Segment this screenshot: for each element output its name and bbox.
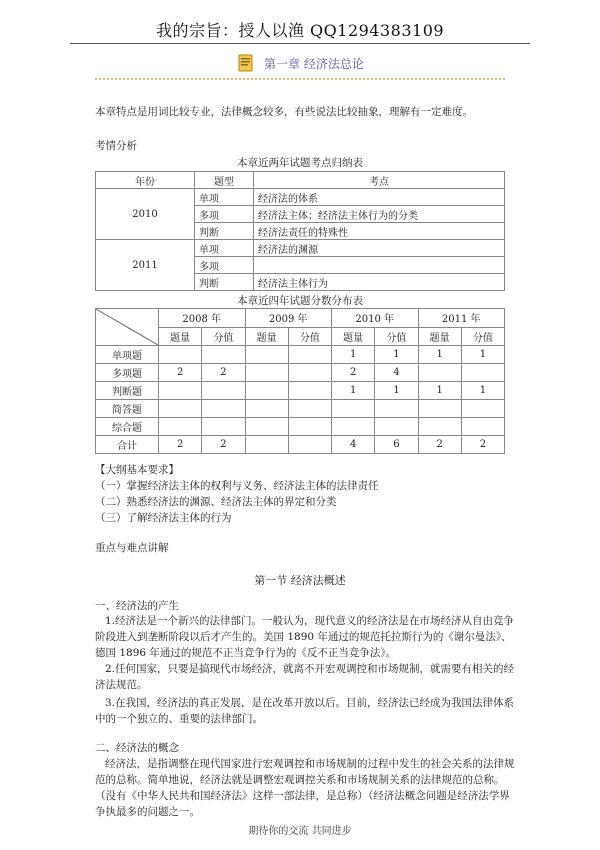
table2-cell — [288, 364, 331, 382]
table2-cell — [332, 400, 375, 418]
table2-year: 2011 年 — [418, 309, 505, 328]
table2-cell: 1 — [332, 346, 375, 364]
table1-point: 经济法的体系 — [254, 189, 505, 206]
table2-cell: 1 — [332, 382, 375, 400]
table2-cell — [245, 382, 288, 400]
table2-diagonal-header — [96, 309, 159, 346]
table1-caption: 本章近两年试题考点归纳表 — [237, 157, 363, 169]
table2-cell — [245, 364, 288, 382]
table1-point: 经济法的渊源 — [254, 240, 505, 257]
table2-cell: 2 — [461, 436, 504, 454]
table2-cell — [461, 400, 504, 418]
table2-row-label: 多项题 — [96, 364, 159, 382]
paragraph-1: 1.经济法是一个新兴的法律部门。一般认为，现代意义的经济法是在市场经济从自由竞争阶段进入到垄断阶段以后才产生的。美国 1890 年通过的规范托拉斯行为的《谢尔曼法》、德国 1896 年通过的规范不正当竞争行为的《反不正当竞争法》。 — [95, 615, 515, 659]
table2-cell — [461, 364, 504, 382]
exam-analysis-label: 考情分析 — [95, 140, 137, 152]
table2-row — [96, 346, 505, 364]
table2-cell — [245, 418, 288, 436]
table2-row — [96, 418, 505, 436]
table2-subheader: 分值 — [461, 327, 504, 346]
table2-cell — [332, 418, 375, 436]
table2-row-label: 合计 — [96, 436, 159, 454]
chapter-title: 第一章 经济法总论 — [264, 56, 364, 71]
table2-cell — [288, 418, 331, 436]
outline-item: （二）熟悉经济法的渊源、经济法主体的界定和分类 — [95, 496, 337, 508]
table2-cell: 2 — [159, 436, 202, 454]
table1-type: 单项 — [195, 240, 254, 257]
table2-year: 2009 年 — [245, 309, 332, 328]
table2-cell — [245, 436, 288, 454]
score-distribution-table — [95, 308, 505, 454]
table2-cell — [418, 418, 461, 436]
paragraph-3: 3.在我国，经济法的真正发展，是在改革开放以后。目前，经济法已经成为我国法律体系中的一个独立的、重要的法律部门。 — [95, 697, 515, 725]
outline-title: 【大纲基本要求】 — [95, 464, 179, 476]
header-title: 我的宗旨：授人以渔 QQ1294383109 — [155, 21, 445, 40]
header-divider — [70, 43, 530, 44]
table1-type: 判断 — [195, 223, 254, 240]
table2-row — [96, 400, 505, 418]
table2-row-label: 综合题 — [96, 418, 159, 436]
table1-year-2011: 2011 — [96, 240, 195, 291]
table2-cell: 1 — [375, 346, 418, 364]
table1-point — [254, 257, 505, 274]
table2-subheader: 分值 — [202, 327, 245, 346]
table2-cell — [461, 418, 504, 436]
table2-cell: 2 — [202, 364, 245, 382]
table2-cell — [288, 436, 331, 454]
table2-row-label: 单项题 — [96, 346, 159, 364]
table2-row — [96, 382, 505, 400]
table1-type: 单项 — [195, 189, 254, 206]
table2-row — [96, 364, 505, 382]
table2-cell: 4 — [332, 436, 375, 454]
table2-cell: 6 — [375, 436, 418, 454]
chapter-heading — [238, 52, 364, 74]
table2-cell: 1 — [461, 346, 504, 364]
table2-cell — [159, 382, 202, 400]
table2-cell: 1 — [418, 382, 461, 400]
table1-point: 经济法主体；经济法主体行为的分类 — [254, 206, 505, 223]
table2-cell — [245, 346, 288, 364]
table2-body — [96, 346, 505, 454]
table2-cell — [288, 346, 331, 364]
table2-subheader: 题量 — [332, 327, 375, 346]
paragraph-2: 2.任何国家，只要是搞现代市场经济，就离不开宏观调控和市场规制，就需要有相关的经济法规范。 — [95, 663, 515, 691]
table2-subheader: 题量 — [159, 327, 202, 346]
table1-type: 判断 — [195, 274, 254, 291]
table2-cell: 2 — [202, 436, 245, 454]
table2-row-label: 简答题 — [96, 400, 159, 418]
table2-cell — [375, 418, 418, 436]
table1-type: 多项 — [195, 257, 254, 274]
table2-cell — [245, 400, 288, 418]
table2-cell: 1 — [461, 382, 504, 400]
table1-header-year: 年份 — [96, 172, 195, 189]
table1-type: 多项 — [195, 206, 254, 223]
table2-cell: 2 — [159, 364, 202, 382]
table2-cell — [159, 418, 202, 436]
table1-point: 经济法主体行为 — [254, 274, 505, 291]
table2-year: 2008 年 — [159, 309, 246, 328]
intro-text: 本章特点是用词比较专业，法律概念较多，有些说法比较抽象，理解有一定难度。 — [95, 106, 473, 118]
table2-subheader: 题量 — [418, 327, 461, 346]
table2-cell: 1 — [375, 382, 418, 400]
table2-row — [96, 436, 505, 454]
table2-cell — [418, 400, 461, 418]
table1-header-point: 考点 — [254, 172, 505, 189]
table2-cell — [418, 364, 461, 382]
table2-subheader: 分值 — [375, 327, 418, 346]
section-title: 第一节 经济法概述 — [254, 574, 346, 587]
table2-cell — [202, 346, 245, 364]
diagonal-line — [96, 309, 158, 345]
outline-item: （一）掌握经济法主体的权利与义务、经济法主体的法律责任 — [95, 480, 379, 492]
table2-year: 2010 年 — [332, 309, 419, 328]
key-points-label: 重点与难点讲解 — [95, 542, 169, 554]
exam-points-table — [95, 171, 505, 291]
table2-subheader: 题量 — [245, 327, 288, 346]
heading-concept: 二、经济法的概念 — [95, 742, 179, 754]
table2-cell: 1 — [418, 346, 461, 364]
table2-cell — [159, 346, 202, 364]
table1-point: 经济法责任的特殊性 — [254, 223, 505, 240]
table1-year-2010: 2010 — [96, 189, 195, 240]
table2-caption: 本章近四年试题分数分布表 — [237, 295, 363, 307]
table2-row-label: 判断题 — [96, 382, 159, 400]
footer-text: 期待你的交流 共同进步 — [248, 826, 352, 837]
table2-subheader: 分值 — [288, 327, 331, 346]
outline-item: （三）了解经济法主体的行为 — [95, 512, 232, 524]
table2-cell: 2 — [332, 364, 375, 382]
table2-cell: 4 — [375, 364, 418, 382]
table2-cell — [159, 400, 202, 418]
table2-cell — [202, 382, 245, 400]
table2-cell: 2 — [418, 436, 461, 454]
table2-cell — [288, 400, 331, 418]
table2-cell — [288, 382, 331, 400]
table2-cell — [202, 400, 245, 418]
paragraph-4: 经济法，是指调整在现代国家进行宏观调控和市场规制的过程中发生的社会关系的法律规范的总称。简单地说，经济法就是调整宏观调控关系和市场规制关系的法律规范的总称。（没有《中华人民共和国经济法》这样一部法律，是总称）（经济法概念问题是经济法学界争执最多的问题之一。 — [95, 758, 515, 818]
heading-origin: 一、经济法的产生 — [95, 600, 179, 612]
dotted-divider — [95, 78, 505, 80]
table2-cell — [375, 400, 418, 418]
table2-cell — [202, 418, 245, 436]
table1-header-type: 题型 — [195, 172, 254, 189]
book-icon — [238, 54, 254, 72]
